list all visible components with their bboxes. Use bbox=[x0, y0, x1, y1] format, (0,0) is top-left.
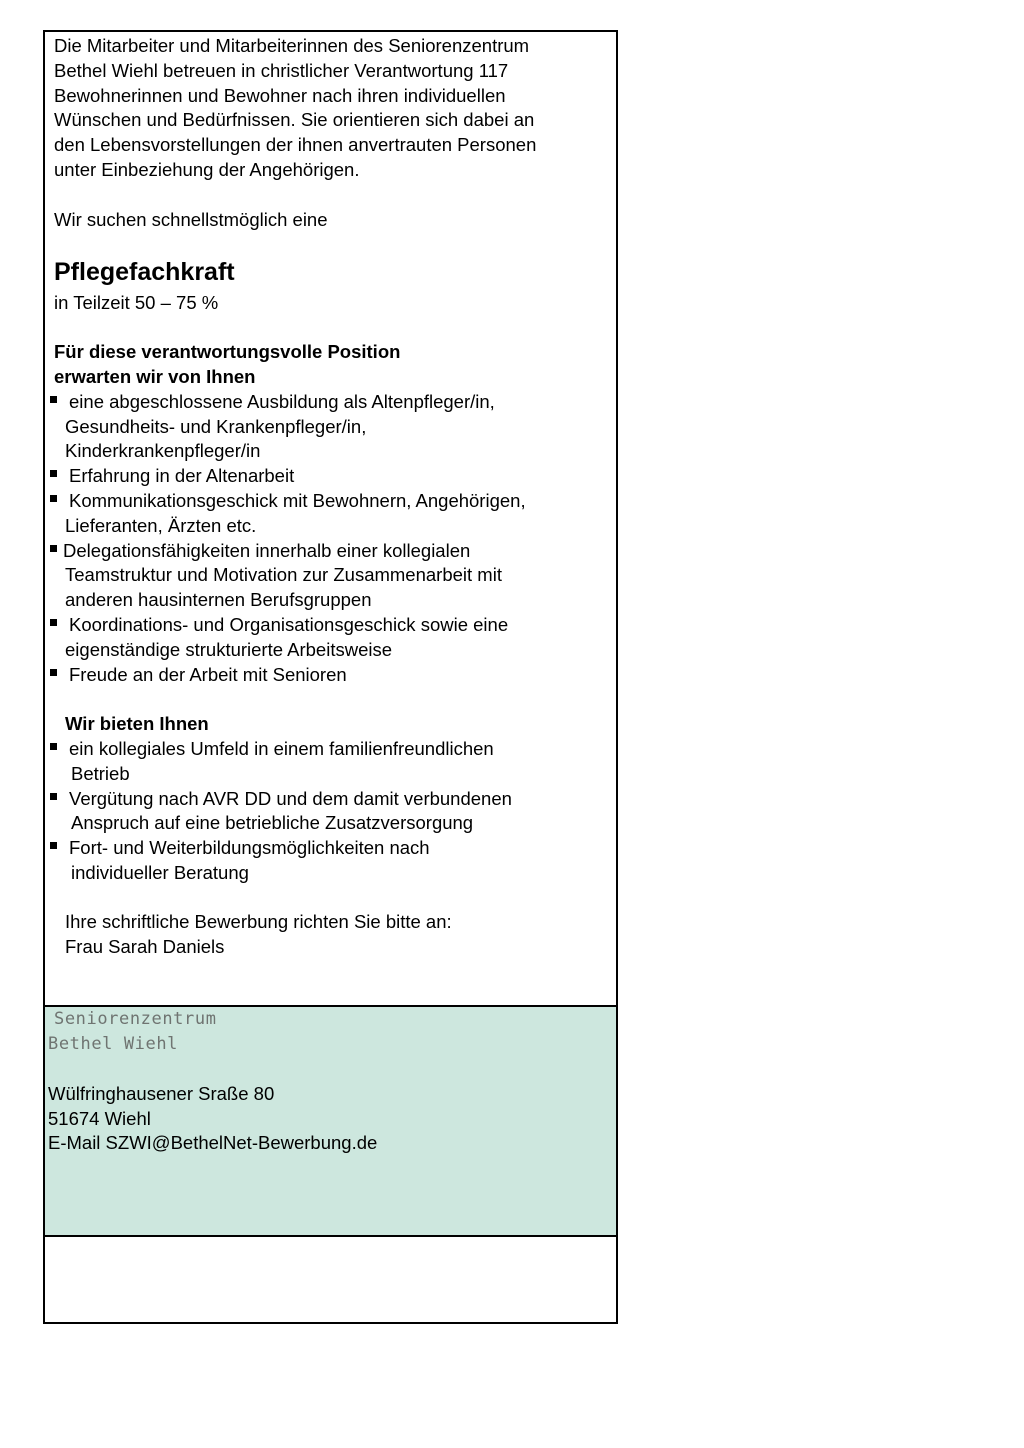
bullet-icon bbox=[50, 545, 57, 552]
requirement-item: Freude an der Arbeit mit Senioren bbox=[69, 664, 347, 685]
organization-name: Bethel Wiehl bbox=[48, 1034, 179, 1054]
bullet-icon bbox=[50, 495, 57, 502]
bullet-icon bbox=[50, 619, 57, 626]
bullet-icon bbox=[50, 793, 57, 800]
requirement-item: Gesundheits- und Krankenpfleger/in, bbox=[65, 416, 367, 437]
offer-item: Betrieb bbox=[71, 763, 130, 784]
offer-item: ein kollegiales Umfeld in einem familienfreundlichen bbox=[69, 738, 494, 759]
offer-item: individueller Beratung bbox=[71, 862, 249, 883]
position-scope: in Teilzeit 50 – 75 % bbox=[54, 292, 219, 313]
intro-line: Bewohnerinnen und Bewohner nach ihren individuellen bbox=[54, 85, 506, 106]
requirement-item: anderen hausinternen Berufsgruppen bbox=[65, 589, 372, 610]
street-address: Wülfringhausener Sraße 80 bbox=[48, 1083, 275, 1104]
contact-section bbox=[45, 1007, 616, 1237]
requirement-item: Kommunikationsgeschick mit Bewohnern, Angehörigen, bbox=[69, 490, 526, 511]
offer-item: Fort- und Weiterbildungsmöglichkeiten nach bbox=[69, 837, 430, 858]
email-address[interactable]: E-Mail SZWI@BethelNet-Bewerbung.de bbox=[48, 1132, 378, 1153]
requirement-item: Erfahrung in der Altenarbeit bbox=[69, 465, 295, 486]
requirement-item: Delegationsfähigkeiten innerhalb einer kollegialen bbox=[63, 540, 471, 561]
empty-footer-section bbox=[45, 1237, 616, 1322]
offers-heading: Wir bieten Ihnen bbox=[65, 713, 209, 734]
application-instruction: Ihre schriftliche Bewerbung richten Sie bitte an: bbox=[65, 911, 452, 932]
job-description-section bbox=[45, 32, 616, 1007]
requirement-item: Koordinations- und Organisationsgeschick sowie eine bbox=[69, 614, 509, 635]
requirement-item: Lieferanten, Ärzten etc. bbox=[65, 515, 257, 536]
bullet-icon bbox=[50, 743, 57, 750]
bullet-icon bbox=[50, 470, 57, 477]
intro-line: Bethel Wiehl betreuen in christlicher Verantwortung 117 bbox=[54, 60, 509, 81]
intro-line: Wünschen und Bedürfnissen. Sie orientieren sich dabei an bbox=[54, 109, 535, 130]
intro-line: Die Mitarbeiter und Mitarbeiterinnen des Seniorenzentrum bbox=[54, 35, 530, 56]
contact-person: Frau Sarah Daniels bbox=[65, 936, 225, 957]
requirement-item: eigenständige strukturierte Arbeitsweise bbox=[65, 639, 393, 660]
requirements-heading: erwarten wir von Ihnen bbox=[54, 366, 256, 387]
requirement-item: eine abgeschlossene Ausbildung als Altenpfleger/in, bbox=[69, 391, 495, 412]
job-posting-frame bbox=[43, 30, 618, 1324]
requirements-heading: Für diese verantwortungsvolle Position bbox=[54, 341, 401, 362]
organization-name: Seniorenzentrum bbox=[54, 1009, 217, 1029]
search-statement: Wir suchen schnellstmöglich eine bbox=[54, 209, 328, 230]
bullet-icon bbox=[50, 842, 57, 849]
requirement-item: Teamstruktur und Motivation zur Zusammenarbeit mit bbox=[65, 564, 502, 585]
requirement-item: Kinderkrankenpfleger/in bbox=[65, 440, 261, 461]
intro-line: unter Einbeziehung der Angehörigen. bbox=[54, 159, 360, 180]
bullet-icon bbox=[50, 396, 57, 403]
intro-line: den Lebensvorstellungen der ihnen anvertrauten Personen bbox=[54, 134, 537, 155]
position-title: Pflegefachkraft bbox=[54, 258, 235, 286]
offer-item: Vergütung nach AVR DD und dem damit verbundenen bbox=[69, 788, 512, 809]
bullet-icon bbox=[50, 669, 57, 676]
offer-item: Anspruch auf eine betriebliche Zusatzversorgung bbox=[71, 812, 474, 833]
city-address: 51674 Wiehl bbox=[48, 1108, 151, 1129]
